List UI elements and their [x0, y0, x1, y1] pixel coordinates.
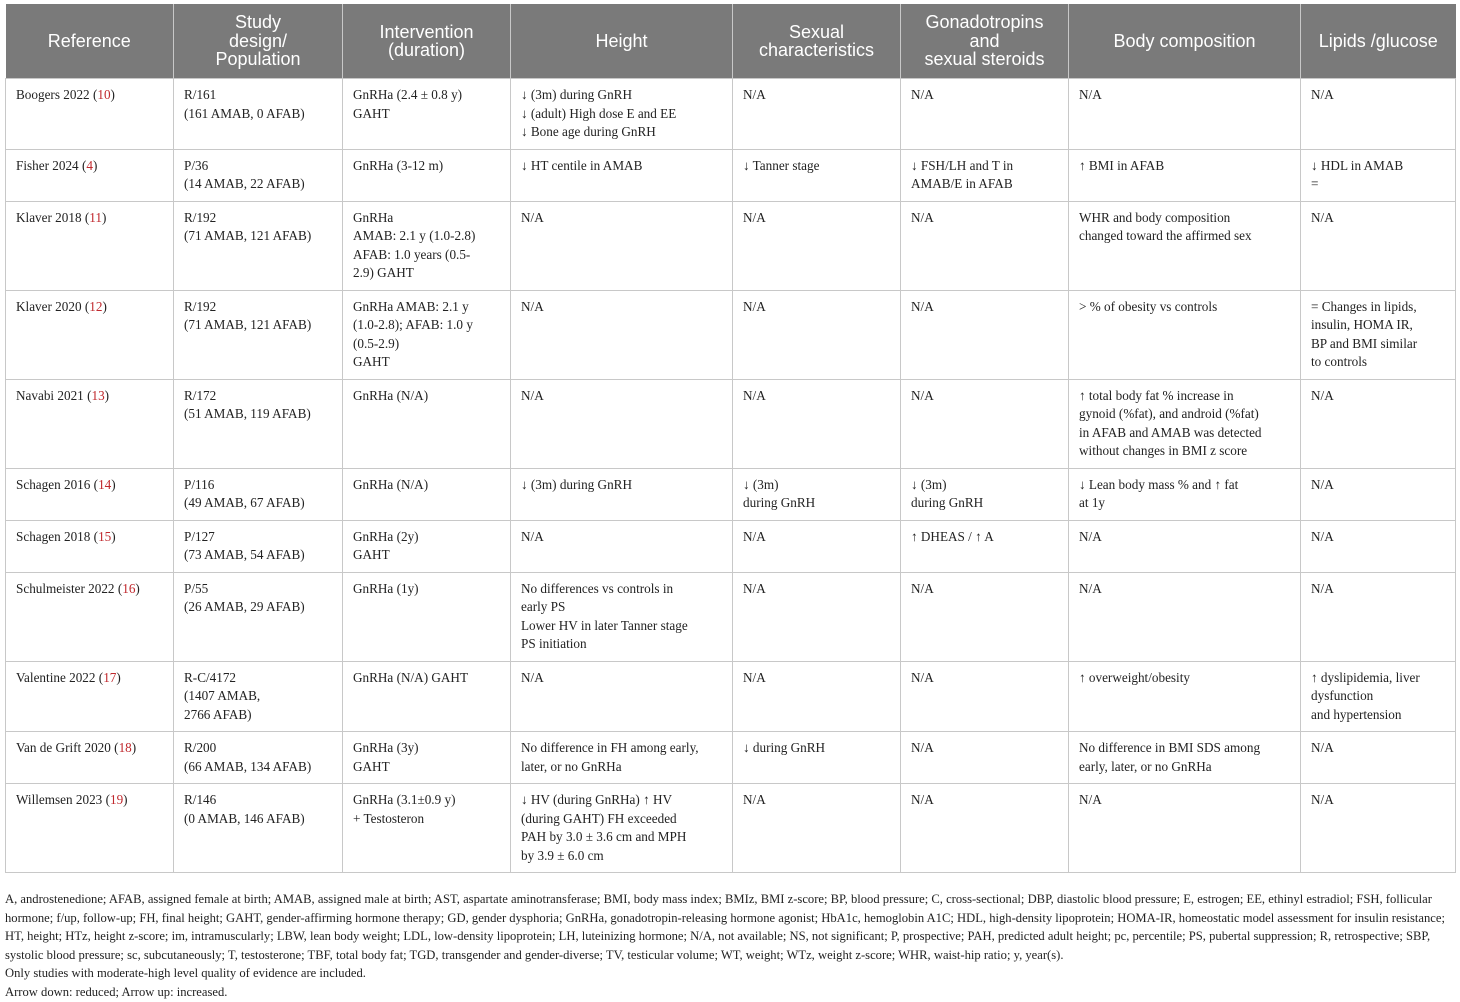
- cell-height: ↓ (3m) during GnRH: [511, 468, 733, 520]
- reference-number-link[interactable]: 14: [98, 476, 112, 492]
- reference-name: Klaver 2020: [16, 298, 82, 314]
- reference-name: Schulmeister 2022: [16, 580, 115, 596]
- cell-body: N/A: [1069, 572, 1301, 661]
- cell-reference: Schulmeister 2022 (16): [6, 572, 174, 661]
- cell-sexual: ↓ during GnRH: [733, 732, 901, 784]
- cell-reference: Fisher 2024 (4): [6, 149, 174, 201]
- table-row: [6, 290, 1456, 379]
- cell-intervention: GnRHa (2.4 ± 0.8 y) GAHT: [343, 79, 511, 150]
- cell-design: R/146 (0 AMAB, 146 AFAB): [174, 784, 343, 873]
- cell-design: R/200 (66 AMAB, 134 AFAB): [174, 732, 343, 784]
- reference-number-link[interactable]: 10: [97, 87, 111, 102]
- cell-sexual: N/A: [733, 572, 901, 661]
- header-lipids-glucose: Lipids /glucose: [1301, 4, 1456, 79]
- reference-number-link[interactable]: 17: [103, 669, 117, 685]
- header-reference: Reference: [6, 4, 174, 79]
- cell-sexual: N/A: [733, 290, 901, 379]
- cell-sexual: N/A: [733, 520, 901, 572]
- header-row: [6, 4, 1456, 79]
- reference-name: Klaver 2018: [16, 209, 82, 225]
- cell-height: No difference in FH among early, later, or no GnRHa: [511, 732, 733, 784]
- cell-intervention: GnRHa (1y): [343, 572, 511, 661]
- table-row: [6, 520, 1456, 572]
- abbreviations-note: A, androstenedione; AFAB, assigned female at birth; AMAB, assigned male at birth; AST, aspartate aminotransferase; BMI, body mass index; BMIz, BMI z-score; BP, blood pressure; C, cross-sectional; DBP, diastolic blood pressure; E, estrogen; EE, ethinyl estradiol; FSH, follicular hormone; f/up, follow-up; FH, final height; GAHT, gender-affirming hormone therapy; GD, gender dysphoria; GnRHa, gonadotropin-releasing hormone agonist; HbA1c, hemoglobin A1C; HDL, high-density lipoprotein; HOMA-IR, homeostatic model assessment for insulin resistance; HT, height; HTz, height z-score; im, intramuscularly; LBW, lean body weight; LDL, low-density lipoprotein; LH, luteinizing hormone; N/A, not available; NS, not significant; P, prospective; PAH, predicted adult height; pc, percentile; PS, pubertal suppression; R, retrospective; SBP, systolic blood pressure; sc, subcutaneously; T, testosterone; TBF, total body fat; TGD, transgender and gender-diverse; TV, testicular volume; WT, weight; WTz, weight z-score; WHR, waist-hip ratio; y, year(s).: [5, 892, 1445, 962]
- cell-intervention: GnRHa (2y) GAHT: [343, 520, 511, 572]
- cell-gonadotropins: ↓ (3m) during GnRH: [901, 468, 1069, 520]
- cell-body: ↑ overweight/obesity: [1069, 661, 1301, 732]
- cell-lipids: N/A: [1301, 572, 1456, 661]
- cell-sexual: N/A: [733, 379, 901, 468]
- reference-name: Navabi 2021: [16, 387, 84, 403]
- table-row: [6, 201, 1456, 290]
- cell-gonadotropins: N/A: [901, 290, 1069, 379]
- reference-name: Boogers 2022: [16, 87, 90, 102]
- quality-note: Only studies with moderate-high level quality of evidence are included.: [5, 966, 366, 981]
- reference-number-link[interactable]: 12: [89, 298, 103, 314]
- cell-height: N/A: [511, 201, 733, 290]
- cell-design: P/116 (49 AMAB, 67 AFAB): [174, 468, 343, 520]
- cell-reference: Willemsen 2023 (19): [6, 784, 174, 873]
- cell-gonadotropins: N/A: [901, 201, 1069, 290]
- table-row: [6, 79, 1456, 150]
- cell-body: WHR and body composition changed toward the affirmed sex: [1069, 201, 1301, 290]
- cell-body: N/A: [1069, 520, 1301, 572]
- cell-height: ↓ HT centile in AMAB: [511, 149, 733, 201]
- reference-name: Van de Grift 2020: [16, 740, 111, 755]
- cell-height: ↓ (3m) during GnRH ↓ (adult) High dose E and EE ↓ Bone age during GnRH: [511, 79, 733, 150]
- table-row: [6, 572, 1456, 661]
- reference-number-link[interactable]: 19: [109, 792, 124, 807]
- cell-reference: Schagen 2016 (14): [6, 468, 174, 520]
- cell-gonadotropins: N/A: [901, 784, 1069, 873]
- cell-body: > % of obesity vs controls: [1069, 290, 1301, 379]
- cell-intervention: GnRHa (3y) GAHT: [343, 732, 511, 784]
- table-row: [6, 661, 1456, 732]
- table-row: [6, 379, 1456, 468]
- table-footnotes: [5, 890, 1455, 1002]
- cell-sexual: N/A: [733, 201, 901, 290]
- cell-sexual: N/A: [733, 661, 901, 732]
- cell-design: R/172 (51 AMAB, 119 AFAB): [174, 379, 343, 468]
- table-row: [6, 732, 1456, 784]
- header-gonadotropins: Gonadotropins and sexual steroids: [901, 4, 1069, 79]
- arrow-legend-note: Arrow down: reduced; Arrow up: increased.: [5, 984, 228, 999]
- reference-number-link[interactable]: 4: [86, 157, 93, 173]
- cell-height: No differences vs controls in early PS Lower HV in later Tanner stage PS initiation: [511, 572, 733, 661]
- cell-lipids: N/A: [1301, 201, 1456, 290]
- cell-reference: Valentine 2022 (17): [6, 661, 174, 732]
- cell-lipids: N/A: [1301, 468, 1456, 520]
- cell-body: ↓ Lean body mass % and ↑ fat at 1y: [1069, 468, 1301, 520]
- cell-intervention: GnRHa AMAB: 2.1 y (1.0-2.8) AFAB: 1.0 years (0.5- 2.9) GAHT: [343, 201, 511, 290]
- cell-lipids: N/A: [1301, 732, 1456, 784]
- cell-height: N/A: [511, 661, 733, 732]
- cell-gonadotropins: N/A: [901, 379, 1069, 468]
- reference-number-link[interactable]: 15: [98, 528, 112, 544]
- cell-reference: Navabi 2021 (13): [6, 379, 174, 468]
- cell-height: N/A: [511, 379, 733, 468]
- cell-gonadotropins: N/A: [901, 572, 1069, 661]
- reference-name: Willemsen 2023: [16, 792, 103, 807]
- cell-lipids: ↑ dyslipidemia, liver dysfunction and hypertension: [1301, 661, 1456, 732]
- cell-body: N/A: [1069, 784, 1301, 873]
- cell-intervention: GnRHa (N/A): [343, 379, 511, 468]
- reference-name: Fisher 2024: [16, 157, 79, 173]
- cell-design: P/55 (26 AMAB, 29 AFAB): [174, 572, 343, 661]
- cell-height: N/A: [511, 520, 733, 572]
- reference-number-link[interactable]: 13: [91, 387, 105, 403]
- cell-sexual: N/A: [733, 784, 901, 873]
- cell-body: ↑ BMI in AFAB: [1069, 149, 1301, 201]
- cell-intervention: GnRHa AMAB: 2.1 y (1.0-2.8); AFAB: 1.0 y (0.5-2.9) GAHT: [343, 290, 511, 379]
- studies-table: [5, 4, 1456, 873]
- cell-design: P/36 (14 AMAB, 22 AFAB): [174, 149, 343, 201]
- cell-design: P/127 (73 AMAB, 54 AFAB): [174, 520, 343, 572]
- cell-reference: Boogers 2022 (10): [6, 79, 174, 150]
- cell-reference: Klaver 2020 (12): [6, 290, 174, 379]
- cell-design: R/192 (71 AMAB, 121 AFAB): [174, 290, 343, 379]
- header-study-design: Study design/ Population: [174, 4, 343, 79]
- cell-design: R/161 (161 AMAB, 0 AFAB): [174, 79, 343, 150]
- cell-gonadotropins: N/A: [901, 732, 1069, 784]
- cell-lipids: = Changes in lipids, insulin, HOMA IR, BP and BMI similar to controls: [1301, 290, 1456, 379]
- cell-sexual: N/A: [733, 79, 901, 150]
- cell-lipids: N/A: [1301, 784, 1456, 873]
- cell-lipids: N/A: [1301, 79, 1456, 150]
- reference-number-link[interactable]: 16: [122, 580, 136, 596]
- table-row: [6, 149, 1456, 201]
- cell-design: R-C/4172 (1407 AMAB, 2766 AFAB): [174, 661, 343, 732]
- cell-lipids: N/A: [1301, 520, 1456, 572]
- reference-number-link[interactable]: 11: [89, 209, 102, 225]
- table-row: [6, 784, 1456, 873]
- cell-lipids: N/A: [1301, 379, 1456, 468]
- cell-reference: Van de Grift 2020 (18): [6, 732, 174, 784]
- header-height: Height: [511, 4, 733, 79]
- reference-name: Valentine 2022: [16, 669, 96, 685]
- cell-sexual: ↓ (3m) during GnRH: [733, 468, 901, 520]
- cell-gonadotropins: ↑ DHEAS / ↑ A: [901, 520, 1069, 572]
- cell-sexual: ↓ Tanner stage: [733, 149, 901, 201]
- table-row: [6, 468, 1456, 520]
- cell-intervention: GnRHa (3-12 m): [343, 149, 511, 201]
- cell-reference: Klaver 2018 (11): [6, 201, 174, 290]
- cell-design: R/192 (71 AMAB, 121 AFAB): [174, 201, 343, 290]
- reference-name: Schagen 2018: [16, 528, 91, 544]
- cell-gonadotropins: N/A: [901, 79, 1069, 150]
- cell-intervention: GnRHa (3.1±0.9 y) + Testosteron: [343, 784, 511, 873]
- reference-number-link[interactable]: 18: [118, 740, 132, 755]
- cell-gonadotropins: ↓ FSH/LH and T in AMAB/E in AFAB: [901, 149, 1069, 201]
- cell-reference: Schagen 2018 (15): [6, 520, 174, 572]
- cell-body: ↑ total body fat % increase in gynoid (%fat), and android (%fat) in AFAB and AMAB was detected without changes in BMI z score: [1069, 379, 1301, 468]
- cell-body: No difference in BMI SDS among early, later, or no GnRHa: [1069, 732, 1301, 784]
- header-intervention: Intervention (duration): [343, 4, 511, 79]
- cell-lipids: ↓ HDL in AMAB =: [1301, 149, 1456, 201]
- cell-height: N/A: [511, 290, 733, 379]
- reference-name: Schagen 2016: [16, 476, 91, 492]
- cell-intervention: GnRHa (N/A) GAHT: [343, 661, 511, 732]
- header-body-composition: Body composition: [1069, 4, 1301, 79]
- cell-gonadotropins: N/A: [901, 661, 1069, 732]
- header-sexual-characteristics: Sexual characteristics: [733, 4, 901, 79]
- cell-height: ↓ HV (during GnRHa) ↑ HV (during GAHT) FH exceeded PAH by 3.0 ± 3.6 cm and MPH by 3.9 ± 6.0 cm: [511, 784, 733, 873]
- cell-intervention: GnRHa (N/A): [343, 468, 511, 520]
- cell-body: N/A: [1069, 79, 1301, 150]
